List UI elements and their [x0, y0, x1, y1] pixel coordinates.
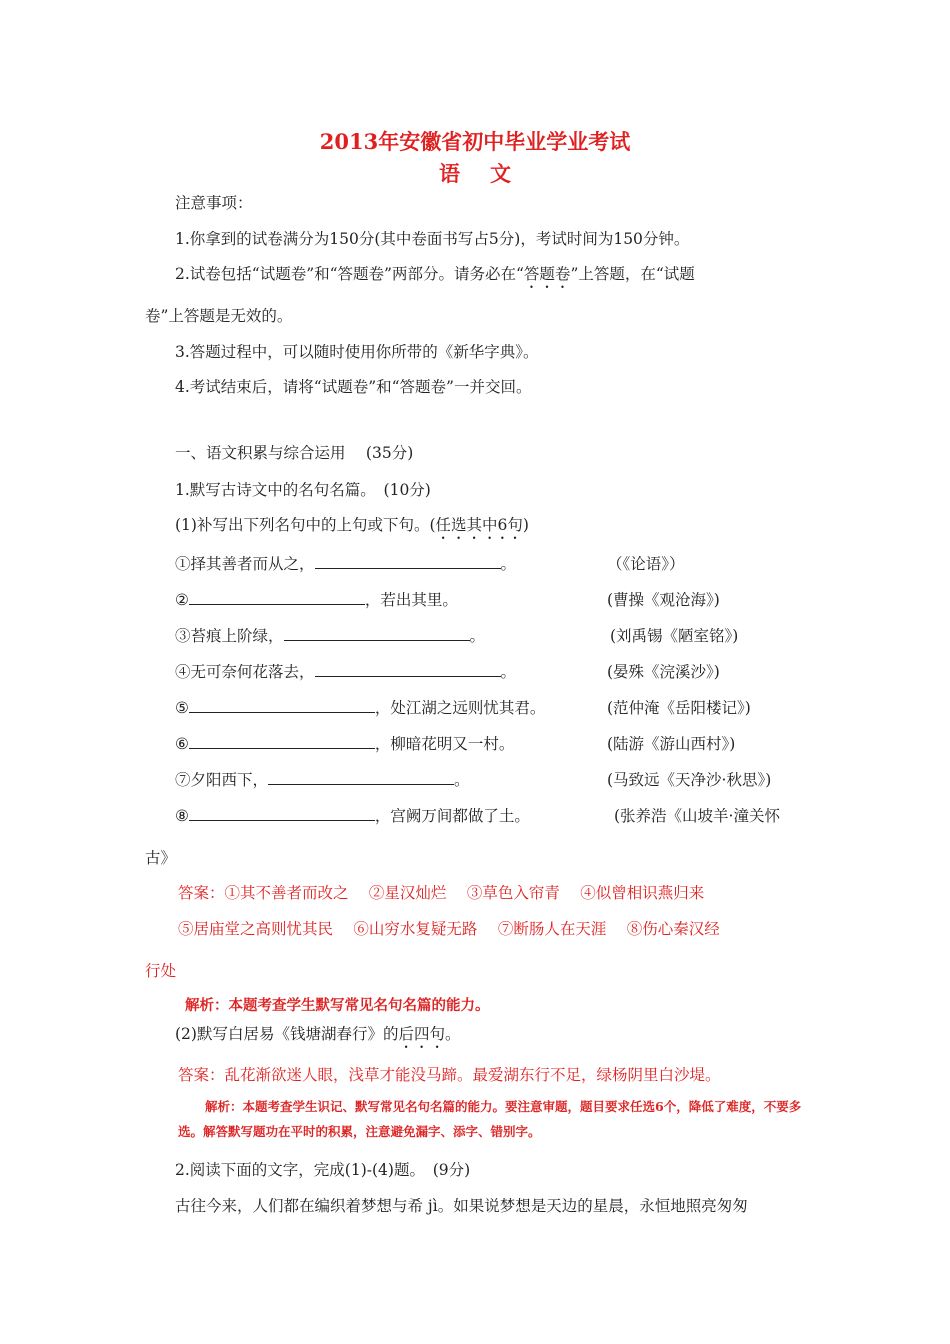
answer-blank[interactable] — [268, 770, 454, 785]
note-3: 3.答题过程中，可以随时使用你所带的《新华字典》。 — [175, 343, 539, 361]
note-2-emphasis: 答题卷 — [523, 265, 571, 283]
fill-item-source: (晏殊《浣溪沙》) — [607, 663, 720, 681]
fill-item-4 — [175, 660, 516, 682]
notes-heading: 注意事项： — [175, 194, 253, 212]
fill-item-post: 。 — [500, 555, 517, 573]
note-2-part-a: 2.试卷包括“试题卷”和“答题卷”两部分。请务必在“ — [175, 265, 524, 283]
fill-item-post: 。 — [469, 627, 486, 645]
fill-item-pre: ⑧ — [175, 807, 189, 825]
fill-item-post: 。 — [500, 663, 517, 681]
fill-item-pre: ⑦夕阳西下， — [175, 771, 269, 789]
fill-item-source: (陆游《游山西村》) — [607, 735, 736, 753]
question-1-1 — [175, 513, 529, 543]
fill-item-pre: ④无可奈何花落去， — [175, 663, 315, 681]
reading-passage: 古往今来，人们都在编织着梦想与希 jì。如果说梦想是天边的星晨，永恒地照亮匆匆 — [175, 1197, 748, 1215]
fill-item-post: ，处江湖之远则忧其君。 — [374, 699, 546, 717]
analysis-2-line-1: 解析：本题考查学生识记、默写常见名句名篇的能力。要注意审题，题目要求任选6个，降低了难度，不要多 — [205, 1099, 802, 1114]
note-2 — [175, 262, 695, 292]
note-2-continued: 卷”上答题是无效的。 — [145, 307, 293, 325]
fill-item-1 — [175, 552, 516, 574]
answer-blank[interactable] — [315, 554, 501, 569]
fill-item-source: (范仲淹《岳阳楼记》) — [607, 699, 751, 717]
analysis-2-line-2: 选。解答默写题功在平时的积累，注意避免漏字、添字、错别字。 — [178, 1124, 541, 1139]
note-2-part-b: ”上答题，在“试题 — [570, 265, 695, 283]
fill-item-pre: ⑤ — [175, 699, 189, 717]
note-4: 4.考试结束后，请将“试题卷”和“答题卷”一并交回。 — [175, 378, 532, 396]
fill-item-source: (刘禹锡《陋室铭》) — [610, 627, 739, 645]
answer-blank[interactable] — [189, 734, 375, 749]
fill-item-source: （《论语》） — [607, 555, 685, 573]
question-1-2-part-a: (2)默写白居易《钱塘湖春行》的 — [175, 1025, 399, 1043]
question-1-1-part-a: (1)补写出下列名句中的上句或下句。( — [175, 516, 436, 534]
page-title: 2013年安徽省初中毕业学业考试 — [319, 129, 631, 154]
fill-item-source: (马致远《天净沙·秋思》) — [607, 771, 772, 789]
answer-blank[interactable] — [189, 590, 365, 605]
fill-item-pre: ⑥ — [175, 735, 189, 753]
fill-item-3 — [175, 624, 485, 646]
fill-item-source: (张养浩《山坡羊·潼关怀 — [614, 807, 780, 825]
fill-item-post: ，宫阙万间都做了土。 — [374, 807, 530, 825]
fill-item-pre: ② — [175, 591, 189, 609]
answer-1-line-3: 行处 — [145, 962, 177, 980]
question-1-1-part-b: ) — [522, 516, 529, 534]
fill-item-6 — [175, 732, 514, 754]
analysis-1: 解析：本题考查学生默写常见名句名篇的能力。 — [185, 997, 490, 1014]
fill-item-pre: ③苔痕上阶绿， — [175, 627, 284, 645]
answer-1-line-2: ⑤居庙堂之高则忧其民 ⑥山穷水复疑无路 ⑦断肠人在天涯 ⑧伤心秦汉经 — [178, 920, 720, 938]
fill-item-post: 。 — [454, 771, 470, 789]
fill-item-8 — [175, 804, 530, 826]
answer-2: 答案：乱花渐欲迷人眼，浅草才能没马蹄。最爱湖东行不足，绿杨阴里白沙堤。 — [178, 1066, 721, 1084]
question-1-1-emphasis: 任选其中6句 — [435, 516, 523, 534]
fill-item-2 — [175, 588, 458, 610]
fill-item-post: ，若出其里。 — [364, 591, 458, 609]
question-1-2-emphasis: 后四句 — [398, 1025, 445, 1043]
question-1-2 — [175, 1022, 461, 1052]
section-heading: 一、语文积累与综合运用 (35分) — [175, 444, 414, 462]
fill-item-post: ，柳暗花明又一村。 — [374, 735, 515, 753]
answer-blank[interactable] — [284, 626, 470, 641]
fill-item-pre: ①择其善者而从之， — [175, 555, 315, 573]
question-1-2-part-b: 。 — [444, 1025, 461, 1043]
answer-blank[interactable] — [315, 662, 501, 677]
answer-blank[interactable] — [189, 806, 375, 821]
question-2: 2.阅读下面的文字，完成(1)-(4)题。 (9分) — [175, 1161, 471, 1179]
note-1: 1.你拿到的试卷满分为150分(其中卷面书写占5分)，考试时间为150分钟。 — [175, 230, 690, 248]
fill-item-8-continued: 古》 — [145, 849, 177, 867]
question-1: 1.默写古诗文中的名句名篇。 (10分) — [175, 481, 431, 499]
fill-item-source: (曹操《观沧海》) — [607, 591, 720, 609]
answer-1-line-1: 答案：①其不善者而改之 ②星汉灿烂 ③草色入帘青 ④似曾相识燕归来 — [178, 884, 705, 902]
fill-item-5 — [175, 696, 545, 718]
fill-item-7 — [175, 768, 470, 790]
page-subtitle: 语文 — [439, 161, 541, 186]
answer-blank[interactable] — [189, 698, 375, 713]
